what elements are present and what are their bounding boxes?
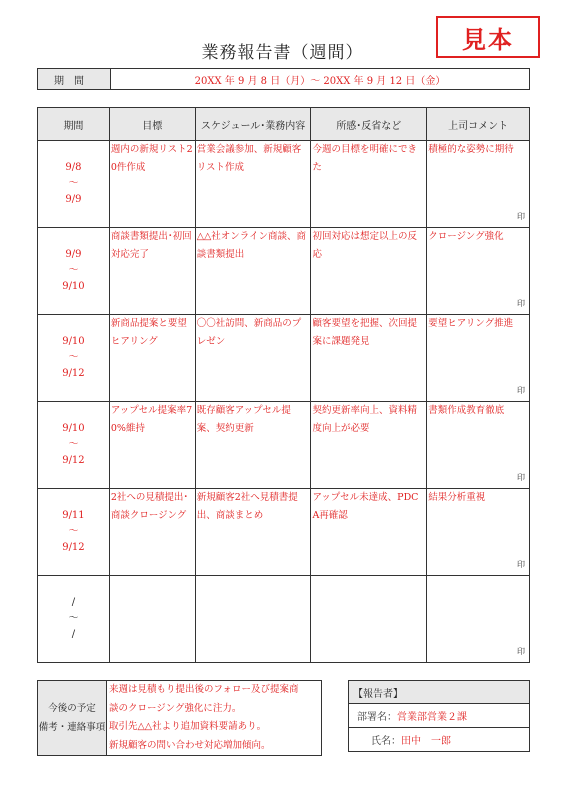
date-to: 9/9 xyxy=(65,194,82,205)
goal-cell[interactable] xyxy=(109,576,195,663)
schedule-text: 既存顧客アップセル提案、契約更新 xyxy=(196,405,291,435)
seal-mark: 印 xyxy=(517,472,525,482)
date-cell[interactable] xyxy=(38,228,110,315)
goal-cell[interactable] xyxy=(109,315,195,402)
table-row xyxy=(38,228,530,315)
table-row xyxy=(38,576,530,663)
name-label: 氏名： xyxy=(371,736,401,747)
notes-label xyxy=(38,681,107,756)
date-from: 9/9 xyxy=(65,249,82,260)
period-value: 20XX 年 9 月 8 日（月）～ 20XX 年 9 月 12 日（金） xyxy=(111,69,530,90)
goal-text: 商談書類提出･初回対応完了 xyxy=(110,231,192,261)
date-from: 9/11 xyxy=(62,510,85,521)
schedule-cell[interactable] xyxy=(195,228,311,315)
date-tilde: ～ xyxy=(68,439,79,450)
date-from: 9/10 xyxy=(62,423,85,434)
schedule-text: 営業会議参加、新規顧客リスト作成 xyxy=(196,144,302,174)
table-row xyxy=(38,402,530,489)
notes-label-schedule: 今後の予定 xyxy=(48,703,96,715)
notes-label-remarks: 備考・連絡事項 xyxy=(38,722,106,734)
impressions-cell[interactable] xyxy=(311,489,427,576)
table-row xyxy=(38,141,530,228)
seal-mark: 印 xyxy=(517,646,525,656)
reporter-table xyxy=(348,680,530,752)
goal-text: アップセル提案率70%維持 xyxy=(110,405,193,435)
name-value: 田中 一郎 xyxy=(401,736,451,747)
date-from: / xyxy=(71,597,76,608)
impressions-cell[interactable] xyxy=(311,315,427,402)
comment-cell[interactable] xyxy=(427,315,530,402)
comment-text: 書類作成教育徹底 xyxy=(428,405,505,416)
notes-line: 談のクロージング強化に注力。 xyxy=(109,702,242,714)
reporter-name-row[interactable] xyxy=(349,728,530,752)
comment-cell[interactable] xyxy=(427,489,530,576)
comment-text: 結果分析重視 xyxy=(428,492,486,503)
impressions-cell[interactable] xyxy=(311,141,427,228)
notes-line: 新規顧客の問い合わせ対応増加傾向。 xyxy=(109,739,271,751)
reporter-heading: 【報告者】 xyxy=(349,681,530,704)
seal-mark: 印 xyxy=(517,559,525,569)
dept-value: 営業部営業２課 xyxy=(397,712,467,723)
period-label: 期間 xyxy=(38,69,111,90)
impressions-text: アップセル未達成、PDCA再確認 xyxy=(312,492,419,522)
impressions-text: 契約更新率向上、資料精度向上が必要 xyxy=(312,405,417,435)
goal-cell[interactable] xyxy=(109,402,195,489)
report-table xyxy=(37,107,530,663)
schedule-cell[interactable] xyxy=(195,576,311,663)
notes-content[interactable] xyxy=(107,681,322,756)
header-goal: 目標 xyxy=(109,108,195,141)
impressions-cell[interactable] xyxy=(311,576,427,663)
date-tilde: ～ xyxy=(68,265,79,276)
date-to: / xyxy=(71,629,76,640)
schedule-text: △△社オンライン商談、商談書類提出 xyxy=(196,231,307,261)
date-cell[interactable] xyxy=(38,489,110,576)
comment-cell[interactable] xyxy=(427,141,530,228)
notes-line: 来週は見積もり提出後のフォロー及び提案商 xyxy=(109,684,299,695)
date-tilde: ～ xyxy=(68,613,79,624)
comment-text: 要望ヒアリング推進 xyxy=(428,318,514,329)
goal-cell[interactable] xyxy=(109,489,195,576)
comment-text: クロージング強化 xyxy=(428,231,504,242)
date-tilde: ～ xyxy=(68,178,79,189)
seal-mark: 印 xyxy=(517,385,525,395)
date-from: 9/8 xyxy=(65,162,82,173)
page-title: 業務報告書（週間） xyxy=(201,43,364,63)
header-comment: 上司コメント xyxy=(427,108,530,141)
header-schedule: スケジュール･業務内容 xyxy=(195,108,311,141)
impressions-text: 今週の目標を明確にできた xyxy=(312,144,417,174)
schedule-cell[interactable] xyxy=(195,315,311,402)
notes-line: 取引先△△社より追加資料要請あり。 xyxy=(109,721,267,733)
date-to: 9/12 xyxy=(62,368,85,379)
period-table xyxy=(37,68,530,90)
seal-mark: 印 xyxy=(517,298,525,308)
comment-text: 積極的な姿勢に期待 xyxy=(428,144,514,155)
schedule-text: 新規顧客2社へ見積書提出、商談まとめ xyxy=(196,492,298,522)
dept-label: 部署名： xyxy=(357,712,397,723)
schedule-cell[interactable] xyxy=(195,141,311,228)
notes-table xyxy=(37,680,322,756)
comment-cell[interactable] xyxy=(427,402,530,489)
comment-cell[interactable] xyxy=(427,228,530,315)
schedule-cell[interactable] xyxy=(195,489,311,576)
table-row xyxy=(38,315,530,402)
date-cell[interactable] xyxy=(38,402,110,489)
goal-cell[interactable] xyxy=(109,141,195,228)
goal-text: 2社への見積提出･商談クロージング xyxy=(110,492,189,522)
impressions-text: 初回対応は想定以上の反応 xyxy=(312,231,417,261)
goal-text: 週内の新規リスト20件作成 xyxy=(110,144,193,174)
impressions-text: 顧客要望を把握、次回提案に課題発見 xyxy=(312,318,417,348)
goal-cell[interactable] xyxy=(109,228,195,315)
goal-text: 新商品提案と要望ヒアリング xyxy=(110,318,187,348)
sample-stamp: 見本 xyxy=(436,16,540,58)
table-row xyxy=(38,489,530,576)
date-cell[interactable] xyxy=(38,315,110,402)
date-to: 9/10 xyxy=(62,281,85,292)
seal-mark: 印 xyxy=(517,211,525,221)
impressions-cell[interactable] xyxy=(311,402,427,489)
date-cell[interactable] xyxy=(38,141,110,228)
header-impressions: 所感･反省など xyxy=(311,108,427,141)
impressions-cell[interactable] xyxy=(311,228,427,315)
reporter-dept-row[interactable] xyxy=(349,704,530,728)
date-to: 9/12 xyxy=(62,542,85,553)
date-cell[interactable] xyxy=(38,576,110,663)
header-period: 期間 xyxy=(38,108,110,141)
date-tilde: ～ xyxy=(68,352,79,363)
date-tilde: ～ xyxy=(68,526,79,537)
schedule-cell[interactable] xyxy=(195,402,311,489)
table-header-row xyxy=(38,108,530,141)
date-from: 9/10 xyxy=(62,336,85,347)
comment-cell[interactable] xyxy=(427,576,530,663)
schedule-text: 〇〇社訪問、新商品のプレゼン xyxy=(196,318,302,348)
date-to: 9/12 xyxy=(62,455,85,466)
